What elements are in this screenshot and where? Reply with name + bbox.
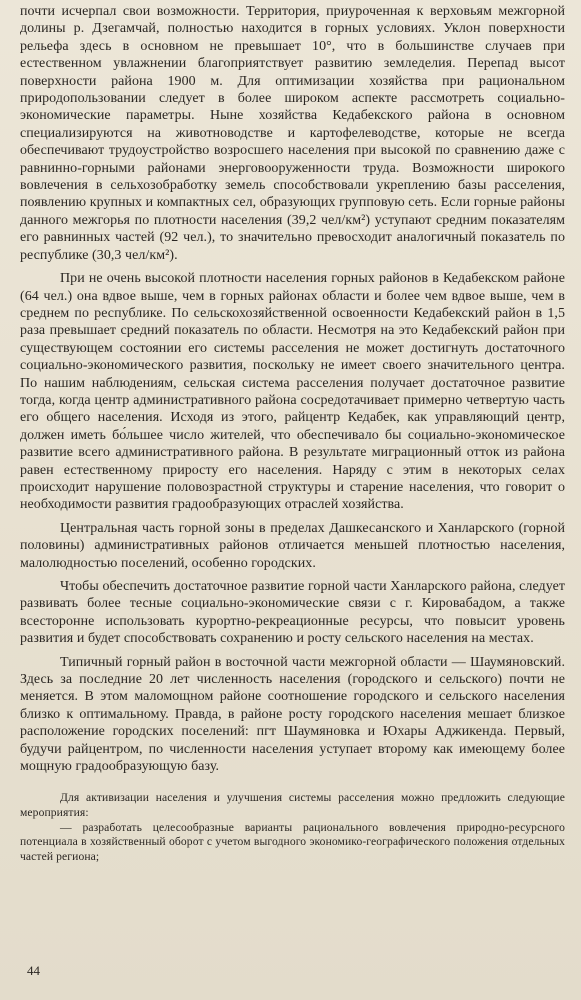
paragraph-5: Типичный горный район в восточной части межгорной области — Шаумяновский. Здесь за последние 20 лет численность населения (городского и сельского) почти не меняется. В этом маломощном районе соотношение городского и сельского населения близко к оптимальному. Правда, в районе росту городского населения мешает близкое расположение городских поселений: пгт Шаумяновка и Юхары Аджикенда. Первый, будучи райцентром, по численности населения уступает второму как имеющему более мощную градообразующую базу. [20,654,565,775]
page-number: 44 [27,963,40,978]
small-paragraph-1: Для активизации населения и улучшения системы расселения можно предложить следующие мероприятия: [20,791,565,820]
page-body [20,3,565,864]
paragraph-1: почти исчерпал свои возможности. Территория, приуроченная к верховьям межгорной долины р. Дзегамчай, полностью находится в горных условиях. Уклон поверхности рельефа здесь в основном не превышает 10°, что в большинстве случаев при естественном увлажнении благоприятствует развитию земледелия. Перепад высот поверхности района 1900 м. Для оптимизации хозяйства при рациональном природопользовании следует в более широком аспекте рассмотреть социально-экономические параметры. Ныне хозяйства Кедабекского района в основном специализируются на животноводстве и картофелеводстве, которые не всегда обеспечивают трудоустройство возросшего населения при высокой по сравнению даже с равнинно-горными районами энерговооруженности труда. Возможности широкого вовлечения в сельхозобработку земель способствовали укреплению базы расселения, появлению крупных и компактных сел, образующих групповую сеть. Если горные районы данного межгорья по плотности населения (39,2 чел/км²) уступают средним показателям его равнинных частей (92 чел.), то значительно превосходит аналогичный показатель по республике (30,3 чел/км²). [20,4,565,263]
paragraph-3: Центральная часть горной зоны в пределах Дашкесанского и Ханларского (горной половины) административных районов отличается меньшей плотностью населения, малолюдностью поселений, особенно городских. [20,520,565,571]
paragraph-4: Чтобы обеспечить достаточное развитие горной части Ханларского района, следует развивать более тесные социально-экономические связи с г. Кировабадом, а также всесторонне использовать курортно-рекреационные ресурсы, что повысит уровень развития и будет способствовать сохранению и росту сельского населения на местах. [20,579,565,647]
paragraph-2: При не очень высокой плотности населения горных районов в Кедабекском районе (64 чел.) она вдвое выше, чем в горных районах области и более чем вдвое выше, чем в среднем по республике. По сельскохозяйственной освоенности Кедабекский район в 1,5 раза превышает средний показатель по области. Несмотря на это Кедабекский район при существующем состоянии его системы расселения не может достигнуть достаточного социально-экономического развития, поскольку не имеет своего значительного центра. По нашим наблюдениям, сельская система расселения получает достаточное развитие тогда, когда центр административного района сосредотачивает примерно четвертую часть его общего населения. Исходя из этого, райцентр Кедабек, как управляющий центр, должен иметь бо́льшее число жителей, что обеспечивало бы социально-экономическое развитие всего административного района. В результате миграционный отток из района равен естественному приросту его населения. Наряду с этим в некоторых селах происходит нарушение половозрастной структуры и старение населения, что говорит о необходимости развития градообразующих отраслей хозяйства. [20,271,565,513]
small-paragraph-2: — разработать целесообразные варианты рационального вовлечения природно-ресурсного потенциала в хозяйственный оборот с учетом выгодного экономико-географического положения отдельных частей региона; [20,820,565,863]
